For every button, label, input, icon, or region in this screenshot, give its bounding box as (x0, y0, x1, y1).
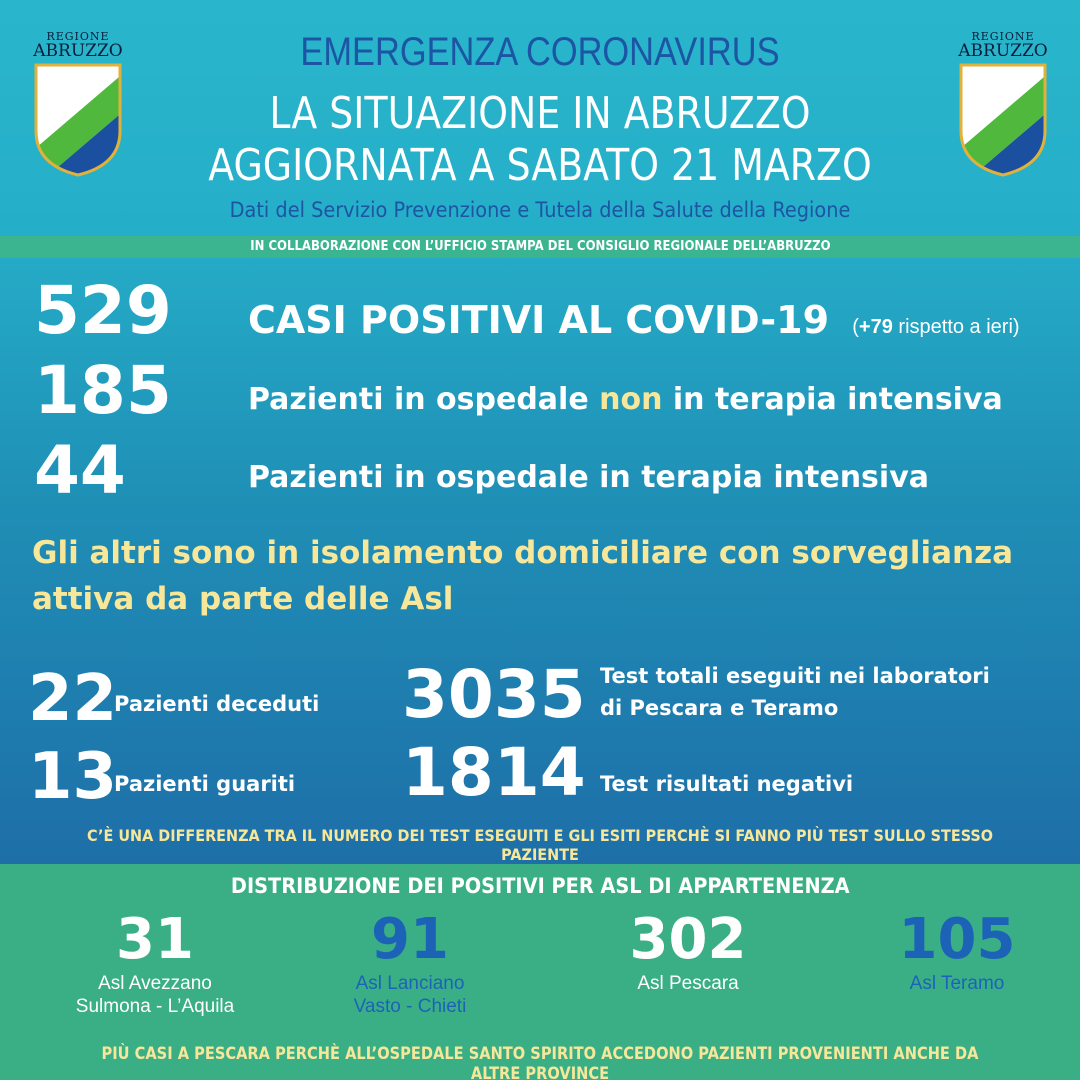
collaboration-banner: IN COLLABORAZIONE CON L’UFFICIO STAMPA DEL CONSIGLIO REGIONALE DELL’ABRUZZO (0, 236, 1080, 258)
asl-value: 105 (898, 907, 1016, 972)
recovered-value: 13 (28, 740, 118, 814)
title-line-2: AGGIORNATA A SABATO 21 MARZO (208, 140, 872, 191)
tests-negative-label: Test risultati negativi (600, 772, 854, 796)
regione-abruzzo-logo-right (955, 30, 1051, 180)
asl-lanciano (290, 908, 530, 1018)
logo-text-line1: REGIONE (971, 30, 1035, 43)
isolation-note: Gli altri sono in isolamento domiciliare con sorveglianza attiva da parte delle Asl (32, 535, 1014, 617)
coat-of-arms-icon (30, 61, 126, 179)
highlight-non: non (599, 382, 663, 417)
deceased-label: Pazienti deceduti (114, 692, 320, 716)
asl-name-line1: Asl Lanciano (355, 973, 465, 994)
asl-name-line1: Asl Pescara (637, 973, 739, 994)
regione-abruzzo-logo-left (30, 30, 126, 180)
tests-total-label: Test totali eseguiti nei laboratori di Pescara e Teramo (600, 664, 990, 720)
page-title (76, 88, 1005, 192)
asl-teramo (837, 908, 1077, 995)
distribution-title: DISTRIBUZIONE DEI POSITIVI PER ASL DI APPARTENENZA (230, 874, 850, 898)
asl-value: 302 (629, 907, 747, 972)
title-line-1: LA SITUAZIONE IN ABRUZZO (269, 88, 811, 139)
asl-name-line2: Sulmona - L’Aquila (75, 996, 235, 1017)
emergency-title: EMERGENZA CORONAVIRUS (300, 30, 780, 74)
positive-cases-delta: (+79 rispetto a ieri) (852, 316, 1020, 338)
positive-cases-label: CASI POSITIVI AL COVID-19 (+79 rispetto a ieri) (248, 298, 1020, 342)
recovered-label: Pazienti guariti (114, 772, 296, 796)
hospital-non-icu-value: 185 (34, 352, 172, 429)
coat-of-arms-icon (955, 61, 1051, 179)
deceased-value: 22 (28, 662, 118, 736)
asl-name-line2: Vasto - Chieti (353, 996, 467, 1017)
pescara-note: PIÙ CASI A PESCARA PERCHÈ ALL’OSPEDALE SANTO SPIRITO ACCEDONO PAZIENTI PROVENIENTI ANCHE DA ALTRE PROVINCE (101, 1044, 979, 1080)
logo-text-line1: REGIONE (46, 30, 110, 43)
header (0, 0, 1080, 238)
asl-name-line1: Asl Avezzano (98, 973, 212, 994)
logo-text-line2: ABRUZZO (958, 41, 1048, 61)
asl-distribution (0, 864, 1080, 1080)
tests-total-value: 3035 (402, 656, 586, 733)
asl-value: 91 (371, 907, 449, 972)
hospital-non-icu-label: Pazienti in ospedale non in terapia intensiva (248, 382, 1003, 417)
asl-avezzano (35, 908, 275, 1018)
asl-pescara (568, 908, 808, 995)
tests-negative-value: 1814 (402, 734, 586, 811)
icu-value: 44 (34, 432, 126, 509)
positive-cases-value: 529 (34, 272, 172, 349)
logo-text-line2: ABRUZZO (33, 41, 123, 61)
data-source: Dati del Servizio Prevenzione e Tutela della Salute della Regione (229, 198, 851, 222)
icu-label: Pazienti in ospedale in terapia intensiva (248, 460, 929, 495)
asl-name-line1: Asl Teramo (909, 973, 1005, 994)
difference-note: C’È UNA DIFFERENZA TRA IL NUMERO DEI TEST ESEGUITI E GLI ESITI PERCHÈ SI FANNO PIÙ TEST SULLO STESSO PAZIENTE (86, 826, 994, 864)
asl-value: 31 (116, 907, 194, 972)
